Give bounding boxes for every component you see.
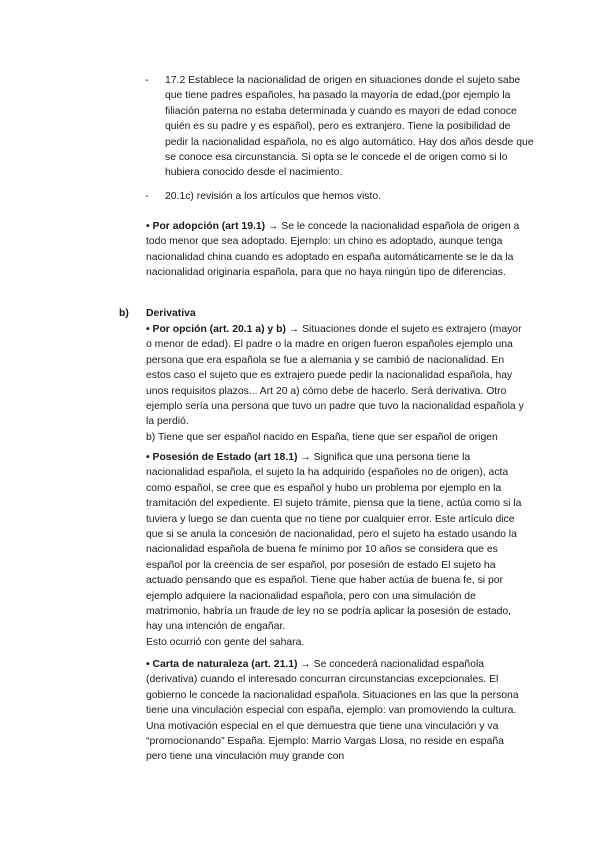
arrow-symbol: → [268, 221, 279, 232]
section-title: Derivativa [146, 308, 196, 319]
dash-marker: - [145, 75, 149, 86]
opcion-extra: b) Tiene que ser español nacido en España, tiene que ser español de origen [146, 431, 498, 443]
adopcion-text: Se le concede la nacionalidad española de origen a todo menor que sea adoptado. Ejemplo: un chino es adoptado, aunque tenga nacionalidad china cuando es adoptado en españa automáticamente se le da la nacionalidad originaria española, para que no haya ningún tipo de diferencias. [146, 221, 520, 279]
dash-marker: - [145, 191, 149, 202]
arrow-symbol: → [300, 659, 311, 670]
paragraph-adopcion [146, 219, 526, 281]
arrow-symbol: → [288, 324, 300, 335]
list-item-text: 20.1c) revisión a los artículos que hemos visto. [165, 191, 381, 202]
posesion-extra: Esto ocurrió con gente del sahara. [146, 636, 305, 648]
adopcion-title: • Por adopción (art 19.1) [146, 221, 266, 232]
posesion-title: • Posesión de Estado (art 18.1) [146, 452, 298, 463]
arrow-symbol: → [300, 452, 311, 463]
paragraph-posesion [146, 450, 526, 650]
section-letter: b) [119, 308, 129, 319]
naturaleza-title: • Carta de naturaleza (art. 21.1) [146, 659, 298, 670]
posesion-text: Significa que una persona tiene la nacionalidad española, el sujeto la ha adquirido (españoles no de origen), acta como español, se cree que es español y hubo un problema por ejemplo en la tramitación del expediente. El sujeto trámite, piensa que la tiene, actúa como si la tuviera y luego se dan cuenta que no tiene por cualquier error. Este artículo dice que si se anula la concesión de nacionalidad, pero el sujeto ha estado usando la nacionalidad española de buena fe mínimo por 10 años se considera que es español por la creencia de ser español, por posesión de estado El sujeto ha actuado pensando que es español. Tiene que haber actúa de buena fe, si por ejemplo adquiere la nacionalidad española, pero con una simulación de matrimonio, habría un fraude de ley no se podría aplicar la posesión de estado, hay una intención de engañar. [146, 452, 522, 633]
list-item-text: 17.2 Establece la nacionalidad de origen en situaciones donde el sujeto sabe que tiene padres españoles, ha pasado la mayoría de edad,(por ejemplo la filiación paterna no estaba determinada y cuando es mayori de edad conoce quién es su padre y es español), pero es extranjero. Tiene la posibilidad de pedir la nacionalidad española, no es algo automático. Hay dos años desde que se conoce esa circunstancia. Si opta se le concede el de origen como si lo hubiera conocido desde el nacimiento. [165, 75, 534, 179]
list-item-20-1c [145, 189, 535, 204]
opcion-text: Situaciones donde el sujeto es extrajero (mayor o menor de edad). El padre o la madre en origen fueron españoles ejemplo una persona que era española se fue a alemania y se cambió de nacionalidad. En estos caso el sujeto que es extrajero puede pedir la nacionalidad española, hay unos requisitos plazos... Art 20 a) cómo debe de hacerlo. Será derivativa. Otro ejemplo sería una persona que tuvo un padre que tuvo la nacionalidad española y la perdió. [146, 324, 524, 428]
naturaleza-text: Se concederá nacionalidad española (derivativa) cuando el interesado concurran circunstancias excepcionales. El gobierno le concede la nacionalidad española. Situaciones en las que la persona tiene una vinculación especial con españa, ejemplo: van promoviendo la cultura. Una motivación especial en el que demuestra que tiene una vinculación y va “promocionando” España. Ejemplo: Marrio Vargas Llosa, no reside en españa pero tiene una vinculación muy grande con [146, 659, 519, 763]
opcion-title: • Por opción (art. 20.1 a) y b) [146, 324, 286, 335]
paragraph-naturaleza [146, 657, 526, 765]
list-item-17-2 [145, 73, 535, 181]
paragraph-opcion [146, 322, 526, 445]
section-heading-derivativa [119, 306, 196, 321]
